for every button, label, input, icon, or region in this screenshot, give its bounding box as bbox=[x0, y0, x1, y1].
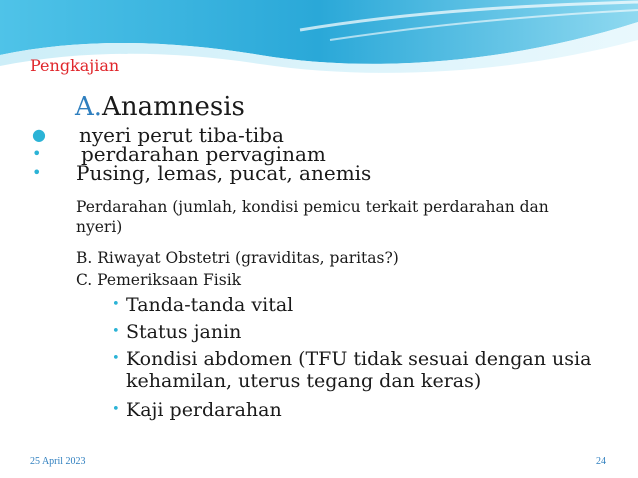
sub-bullet-text: Kaji perdarahan bbox=[126, 399, 282, 421]
section-a-heading bbox=[75, 92, 245, 122]
slide-title: Pengkajian bbox=[30, 56, 120, 75]
section-a-word: Anamnesis bbox=[102, 92, 245, 122]
sub-bullet-item bbox=[112, 321, 592, 343]
bullet-text: perdarahan pervaginam bbox=[81, 142, 326, 166]
bullet-dot-icon: • bbox=[32, 163, 42, 182]
sub-bullet-text: Kondisi abdomen (TFU tidak sesuai dengan usia kehamilan, uterus tegang dan keras) bbox=[126, 348, 592, 392]
bullet-dot-icon: • bbox=[112, 351, 120, 366]
section-b-text: B. Riwayat Obstetri (graviditas, paritas?) bbox=[76, 249, 399, 267]
bullet-dot-icon: ● bbox=[32, 125, 46, 144]
sub-bullet-text: Status janin bbox=[126, 321, 242, 343]
bullet-dot-icon: • bbox=[112, 297, 120, 312]
sub-bullet-text: Tanda-tanda vital bbox=[126, 294, 294, 316]
sub-bullet-item bbox=[112, 348, 592, 392]
section-a-letter: A. bbox=[75, 92, 103, 122]
bullet-text: Pusing, lemas, pucat, anemis bbox=[76, 161, 372, 185]
page-number: 24 bbox=[596, 456, 606, 467]
bullet-text: nyeri perut tiba-tiba bbox=[79, 123, 284, 147]
sub-bullet-item bbox=[112, 399, 592, 421]
bullet-dot-icon: • bbox=[112, 324, 120, 339]
bullet-dot-icon: • bbox=[112, 402, 120, 417]
bullet-dot-icon: • bbox=[32, 144, 42, 163]
anamnesis-paragraph: Perdarahan (jumlah, kondisi pemicu terkait perdarahan dan nyeri) bbox=[76, 198, 549, 236]
section-c-text: C. Pemeriksaan Fisik bbox=[76, 271, 242, 289]
footer-date: 25 April 2023 bbox=[30, 456, 86, 467]
sub-bullet-item bbox=[112, 294, 592, 316]
